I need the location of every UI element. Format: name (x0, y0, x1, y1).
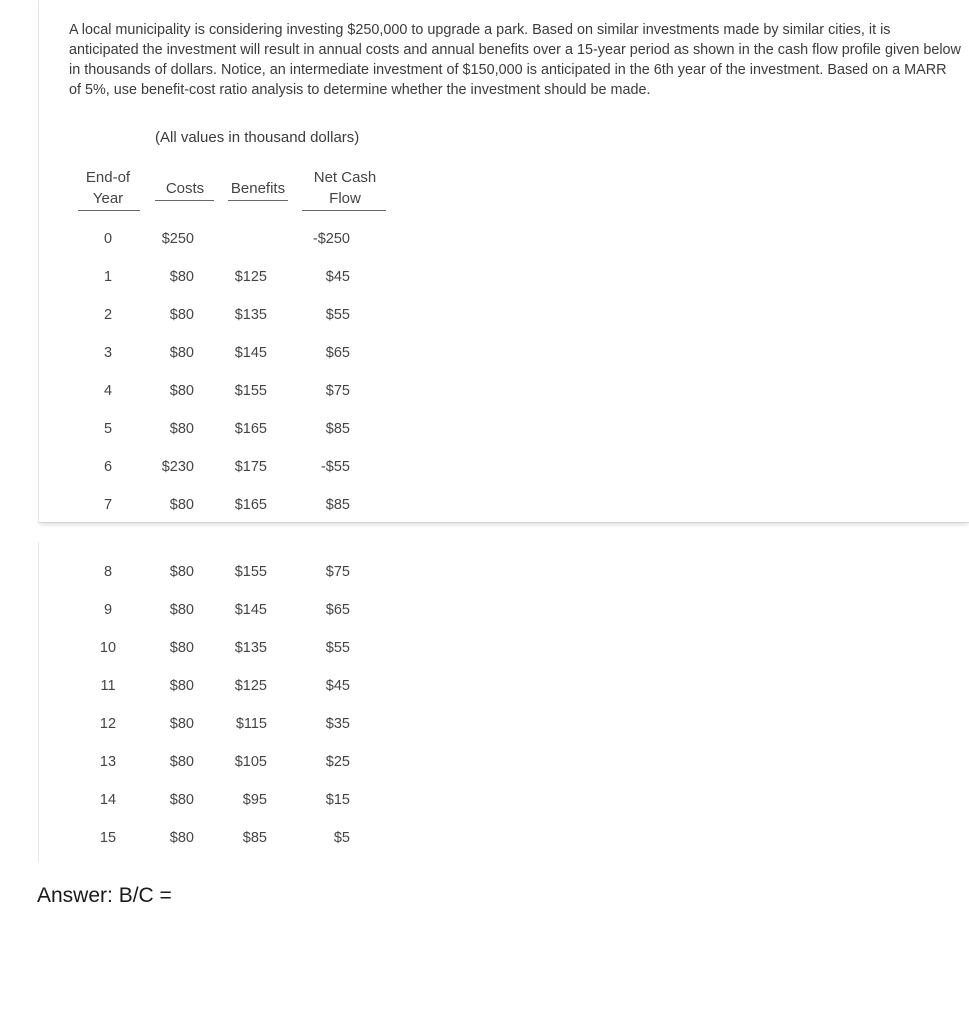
cell-net-cash-flow: $85 (325, 421, 350, 437)
cell-cost: $80 (169, 564, 194, 580)
cell-cost: $80 (169, 754, 194, 770)
header-net-cash-flow (304, 167, 386, 209)
cell-year: 14 (99, 792, 117, 808)
cell-year: 3 (103, 345, 113, 361)
cell-year: 10 (99, 640, 117, 656)
cell-net-cash-flow: $55 (325, 640, 350, 656)
cell-benefit: $85 (242, 830, 267, 846)
cell-cost: $80 (169, 792, 194, 808)
cell-benefit: $125 (234, 678, 267, 694)
cell-benefit: $115 (235, 716, 267, 732)
header-divider (302, 210, 386, 211)
header-year-line2: Year (92, 190, 124, 207)
cell-cost: $230 (161, 459, 194, 475)
cell-year: 12 (99, 716, 117, 732)
header-end-of-year (80, 167, 136, 209)
header-divider (228, 200, 288, 201)
cell-year: 5 (103, 421, 113, 437)
units-note: (All values in thousand dollars) (155, 129, 360, 146)
question-card-bottom (38, 542, 969, 862)
cell-year: 1 (103, 269, 113, 285)
cell-net-cash-flow: $65 (325, 345, 350, 361)
cell-year: 8 (103, 564, 113, 580)
cell-cost: $80 (169, 830, 194, 846)
cell-benefit: $155 (234, 383, 267, 399)
cell-benefit: $145 (234, 345, 267, 361)
cell-net-cash-flow: $75 (325, 383, 350, 399)
cell-net-cash-flow: -$55 (320, 459, 350, 475)
cell-year: 13 (99, 754, 117, 770)
cell-year: 7 (103, 497, 113, 513)
cell-net-cash-flow: $25 (325, 754, 350, 770)
cell-benefit: $145 (234, 602, 267, 618)
cell-cost: $80 (169, 345, 194, 361)
cell-net-cash-flow: $75 (325, 564, 350, 580)
header-benefits: Benefits (230, 180, 286, 197)
cell-cost: $80 (169, 307, 194, 323)
header-net-line1: Net Cash (313, 169, 377, 186)
cell-cost: $80 (169, 421, 194, 437)
cell-benefit: $165 (234, 497, 267, 513)
cell-year: 2 (103, 307, 113, 323)
cell-cost: $80 (169, 640, 194, 656)
cell-net-cash-flow: $85 (325, 497, 350, 513)
header-costs: Costs (165, 180, 205, 197)
cell-year: 6 (103, 459, 113, 475)
cell-cost: $250 (161, 231, 194, 247)
problem-statement: A local municipality is considering investing $250,000 to upgrade a park. Based on similar investments made by similar cities, it is anticipated the investment will result in annual costs and annual benefits over a 15-year period as shown in the cash flow profile given below in thousands of dollars. Notice, an intermediate investment of $150,000 is anticipated in the 6th year of the investment. Based on a MARR of 5%, use benefit-cost ratio analysis to determine whether the investment should be made. (69, 22, 961, 98)
cell-benefit: $175 (234, 459, 267, 475)
cell-benefit: $135 (234, 307, 267, 323)
cell-net-cash-flow: $55 (325, 307, 350, 323)
cell-benefit: $165 (234, 421, 267, 437)
cell-benefit: $125 (234, 269, 267, 285)
header-divider (155, 200, 214, 201)
cell-net-cash-flow: $5 (333, 830, 350, 846)
cell-cost: $80 (169, 269, 194, 285)
cell-net-cash-flow: $65 (325, 602, 350, 618)
header-divider (78, 210, 140, 211)
cell-cost: $80 (169, 716, 194, 732)
cell-benefit: $155 (234, 564, 267, 580)
cell-year: 0 (103, 231, 113, 247)
cell-year: 9 (103, 602, 113, 618)
cell-year: 11 (100, 678, 116, 694)
cell-cost: $80 (169, 383, 194, 399)
cell-net-cash-flow: -$250 (312, 231, 350, 247)
cell-benefit: $95 (242, 792, 267, 808)
cell-cost: $80 (169, 497, 194, 513)
header-year-line1: End-of (85, 169, 131, 186)
cell-cost: $80 (169, 678, 194, 694)
cell-net-cash-flow: $45 (325, 269, 350, 285)
cell-net-cash-flow: $15 (325, 792, 350, 808)
answer-label: Answer: B/C = (37, 884, 172, 907)
cell-net-cash-flow: $35 (325, 716, 350, 732)
cell-cost: $80 (169, 602, 194, 618)
cell-benefit (222, 229, 267, 249)
cell-benefit: $135 (234, 640, 267, 656)
cell-year: 15 (99, 830, 117, 846)
cell-benefit: $105 (234, 754, 267, 770)
cell-net-cash-flow: $45 (325, 678, 350, 694)
cell-year: 4 (103, 383, 113, 399)
header-net-line2: Flow (329, 190, 361, 207)
